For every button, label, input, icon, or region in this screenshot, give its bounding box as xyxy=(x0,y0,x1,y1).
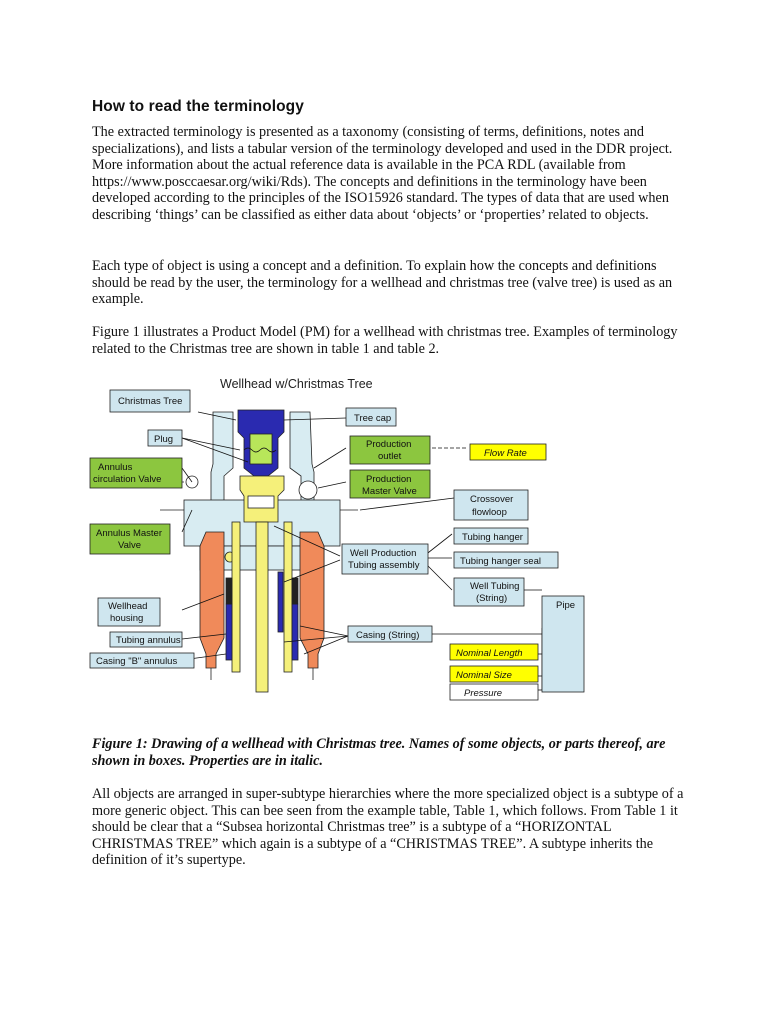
box-casing-b-annulus xyxy=(90,653,194,668)
box-annulus-master-valve xyxy=(90,524,170,554)
box-crossover-flowloop xyxy=(454,490,528,520)
svg-text:Master Valve: Master Valve xyxy=(362,486,417,497)
section-heading: How to read the terminology xyxy=(92,98,304,115)
svg-text:housing: housing xyxy=(110,613,144,624)
svg-text:Valve: Valve xyxy=(118,540,142,551)
box-production-master-valve xyxy=(350,470,430,498)
svg-text:Tubing assembly: Tubing assembly xyxy=(348,560,420,571)
svg-text:Casing "B" annulus: Casing "B" annulus xyxy=(96,656,178,667)
svg-text:Production: Production xyxy=(366,474,412,485)
svg-text:Tubing annulus: Tubing annulus xyxy=(116,635,181,646)
box-pipe xyxy=(542,596,584,692)
svg-text:Tree cap: Tree cap xyxy=(354,413,392,424)
svg-text:Casing (String): Casing (String) xyxy=(356,630,420,641)
svg-text:Well Production: Well Production xyxy=(350,548,417,559)
box-nominal-length xyxy=(450,644,538,660)
box-casing-string xyxy=(348,626,432,642)
box-tree-cap xyxy=(346,408,396,426)
svg-text:Nominal Length: Nominal Length xyxy=(456,648,523,659)
svg-text:Wellhead: Wellhead xyxy=(108,601,148,612)
svg-text:flowloop: flowloop xyxy=(472,507,507,518)
box-plug xyxy=(148,430,182,446)
svg-text:Pipe: Pipe xyxy=(556,600,576,611)
wellhead-figure xyxy=(88,372,588,704)
figure-title: Wellhead w/Christmas Tree xyxy=(220,377,373,391)
box-tubing-hanger xyxy=(454,528,528,544)
svg-text:Crossover: Crossover xyxy=(470,494,514,505)
box-pressure xyxy=(450,684,538,700)
svg-text:Christmas Tree: Christmas Tree xyxy=(118,396,183,407)
box-production-outlet xyxy=(350,436,430,464)
svg-text:(String): (String) xyxy=(476,593,508,604)
figure-intro-paragraph: Figure 1 illustrates a Product Model (PM) for a wellhead with christmas tree. Examples of terminology related to the Christmas tree are shown in table 1 and table 2. xyxy=(92,324,678,357)
figure-caption: Figure 1: Drawing of a wellhead with Christmas tree. Names of some objects, or parts thereof, are shown in boxes. Properties are in italic. xyxy=(92,736,666,769)
svg-text:Pressure: Pressure xyxy=(464,688,503,699)
box-christmas-tree xyxy=(110,390,190,412)
svg-text:Production: Production xyxy=(366,439,412,450)
svg-text:Nominal Size: Nominal Size xyxy=(456,670,512,681)
svg-text:Plug: Plug xyxy=(154,434,174,445)
wellhead-diagram xyxy=(88,372,588,704)
concept-paragraph: Each type of object is using a concept and a definition. To explain how the concepts and definitions should be read by the user, the terminology for a wellhead and christmas tree (valve tree) is used as an example. xyxy=(92,258,673,308)
box-wellhead-housing xyxy=(98,598,160,626)
box-tubing-hanger-seal xyxy=(454,552,558,568)
svg-text:Well Tubing: Well Tubing xyxy=(470,581,520,592)
box-well-production-tubing-assembly xyxy=(342,544,428,574)
svg-text:Tubing hanger: Tubing hanger xyxy=(462,532,523,543)
intro-paragraph: The extracted terminology is presented as a taxonomy (consisting of terms, definitions, notes and specializations), and lists a tabular version of the terminology developed and used in the DDR project. More information about the actual reference data is available in the PCA RDL (available from https://www.posccaesar.org/wiki/Rds). The concepts and definitions in the terminology have been developed according to the principles of the ISO15926 standard. The types of data that are used when describing ‘things’ can be classified as either data about ‘objects’ or ‘properties’ related to objects. xyxy=(92,124,673,223)
svg-text:Annulus: Annulus xyxy=(98,462,133,473)
box-tubing-annulus xyxy=(110,632,182,647)
box-well-tubing-string xyxy=(454,578,524,606)
svg-text:Flow Rate: Flow Rate xyxy=(484,448,527,459)
box-annulus-circulation-valve xyxy=(90,458,182,488)
svg-text:Tubing hanger seal: Tubing hanger seal xyxy=(460,556,541,567)
svg-text:Annulus Master: Annulus Master xyxy=(96,528,163,539)
svg-text:circulation Valve: circulation Valve xyxy=(93,474,162,485)
svg-text:outlet: outlet xyxy=(378,451,402,462)
box-nominal-size xyxy=(450,666,538,682)
box-flow-rate xyxy=(470,444,546,460)
hierarchy-paragraph: All objects are arranged in super-subtype hierarchies where the more specialized object is a subtype of a more generic object. This can bee seen from the example table, Table 1, which follows. From Table 1 it should be clear that a “Subsea horizontal Christmas tree” is a subtype of a “HORIZONTAL CHRISTMAS TREE” which again is a subtype of a “CHRISTMAS TREE”. A subtype inherits the definition of it’s supertype. xyxy=(92,786,684,869)
